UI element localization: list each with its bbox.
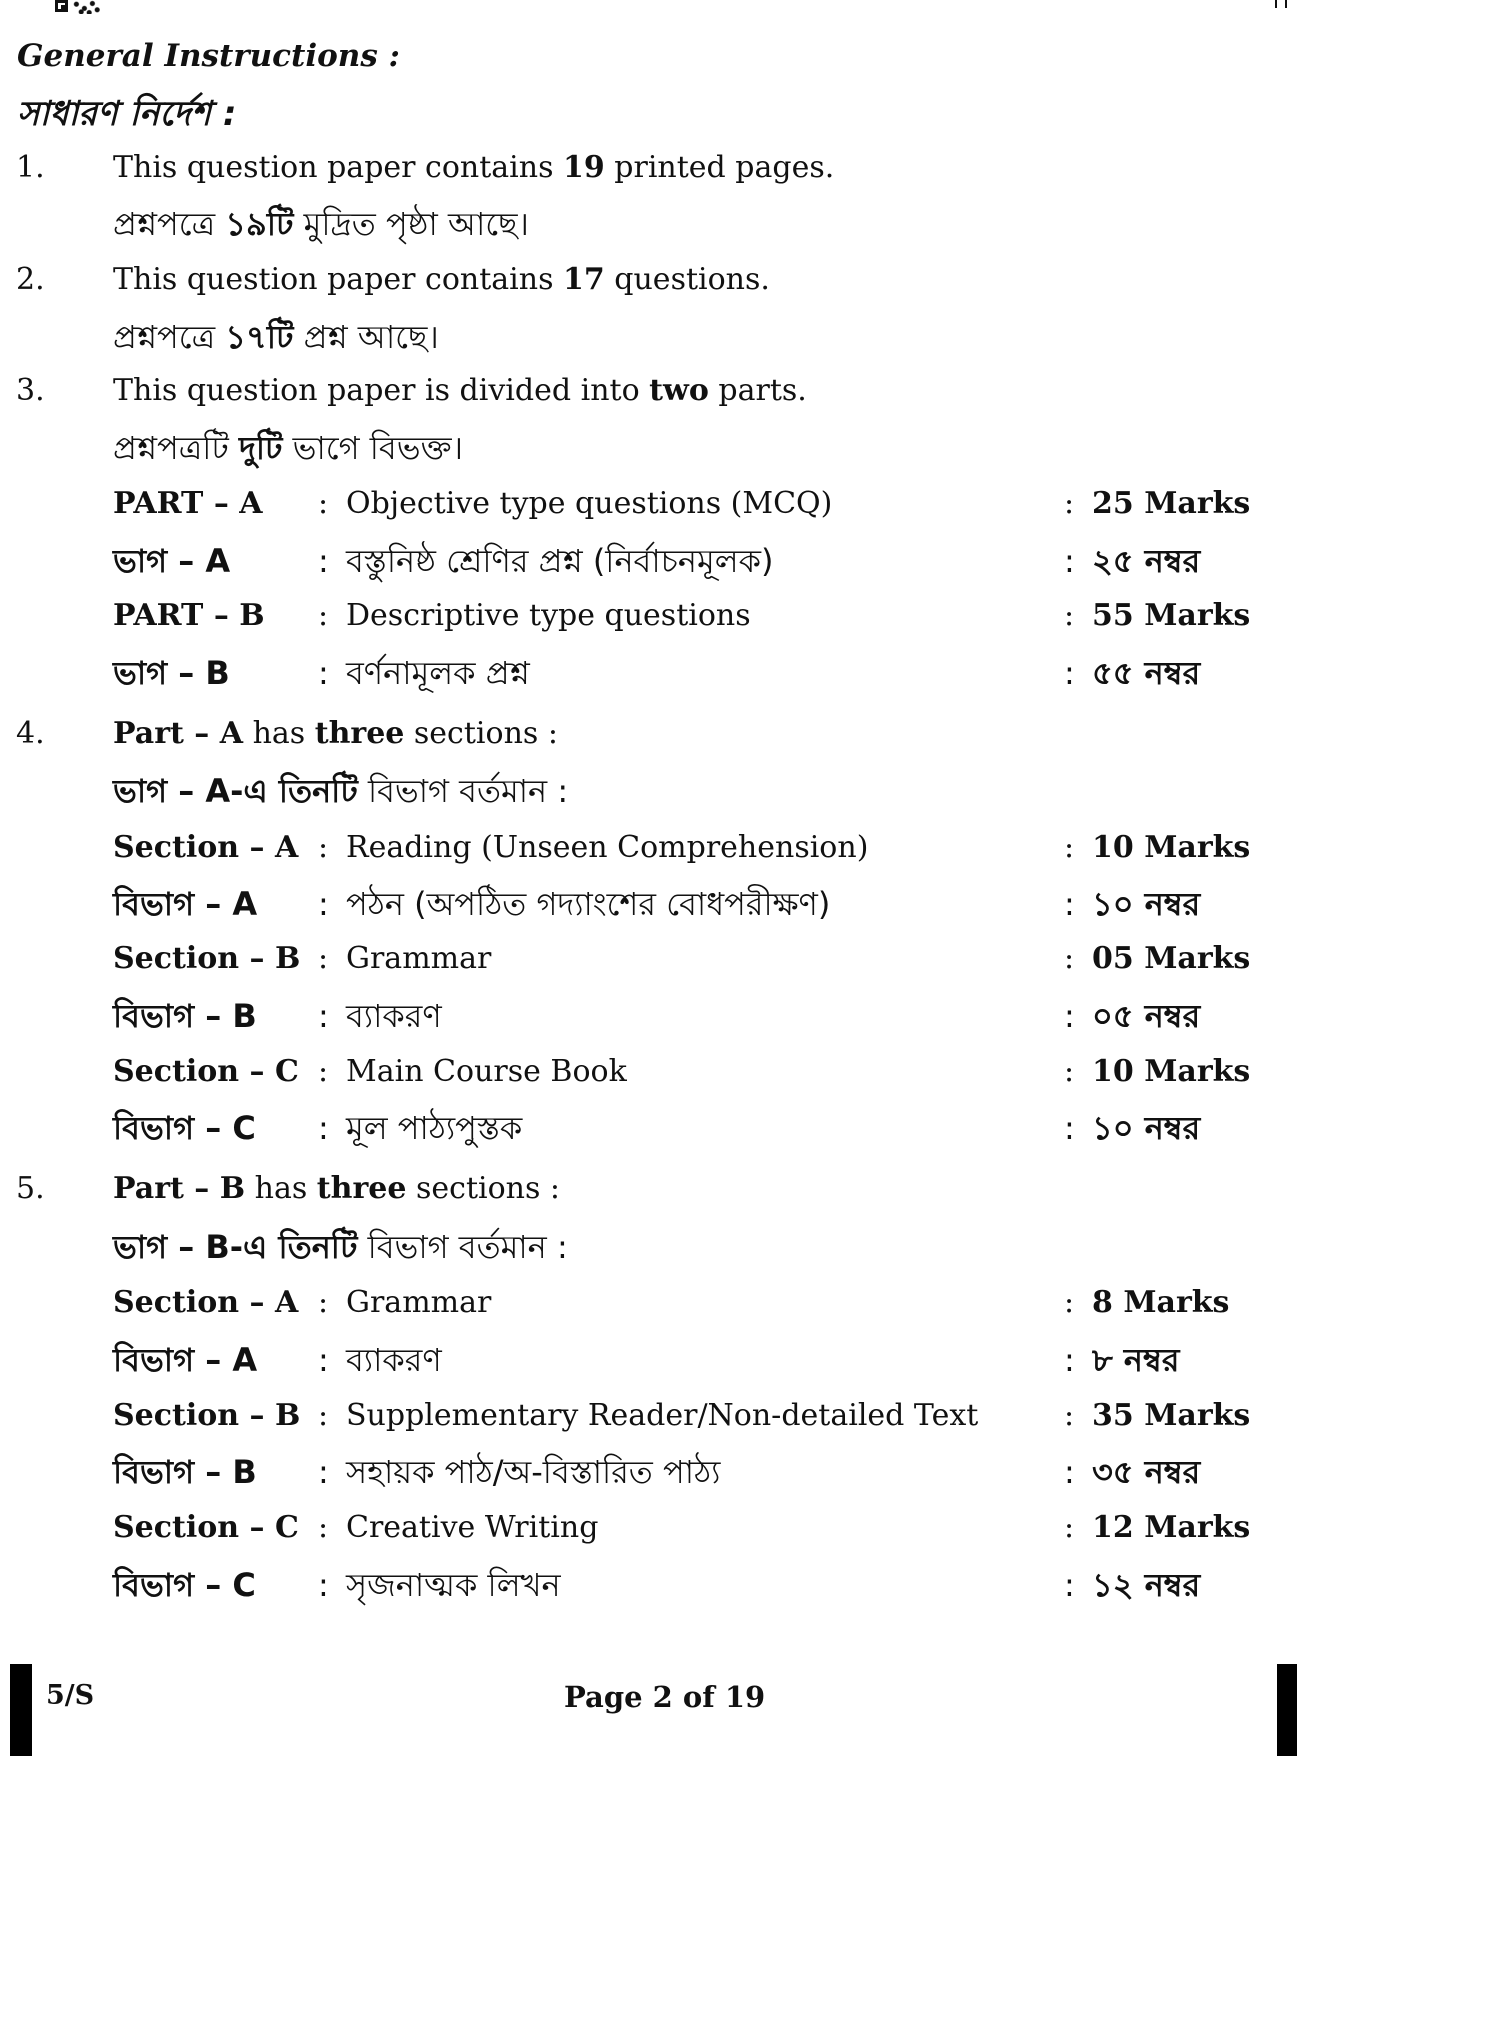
part-label: ভাগ – B xyxy=(113,654,230,692)
marks-value: ১২ নম্বর xyxy=(1092,1566,1201,1604)
section-description: ব্যাকরণ xyxy=(346,997,442,1035)
section-label: Section – A xyxy=(113,830,299,865)
part-label: ভাগ – A xyxy=(113,542,231,580)
section-label: বিভাগ – C xyxy=(113,1109,256,1147)
section-description: ব্যাকরণ xyxy=(346,1341,442,1379)
marks-value: 35 Marks xyxy=(1092,1398,1251,1433)
part-description: বর্ণনামূলক প্রশ্ন xyxy=(346,654,530,692)
marks-value: 12 Marks xyxy=(1092,1510,1251,1545)
section-description: Reading (Unseen Comprehension) xyxy=(346,830,869,865)
qr-finder-square xyxy=(55,0,68,12)
marks-value: 05 Marks xyxy=(1092,941,1251,976)
item-number: 3. xyxy=(16,373,45,408)
section-description: মূল পাঠ্যপুস্তক xyxy=(346,1109,523,1147)
section-label: বিভাগ – B xyxy=(113,997,257,1035)
section-title-english: General Instructions : xyxy=(17,38,401,74)
section-description: সৃজনাত্মক লিখন xyxy=(346,1566,561,1604)
footer-right-bar xyxy=(1277,1664,1297,1756)
section-description: Grammar xyxy=(346,1285,492,1320)
item-number: 5. xyxy=(16,1171,45,1206)
page-number: Page 2 of 19 xyxy=(564,1680,766,1714)
section-label: Section – C xyxy=(113,1510,299,1545)
marks-value: ৫৫ নম্বর xyxy=(1092,654,1201,692)
part-description: Descriptive type questions xyxy=(346,598,751,633)
item-number: 2. xyxy=(16,262,45,297)
section-label: Section – C xyxy=(113,1054,299,1089)
item-number: 1. xyxy=(16,150,45,185)
section-description: সহায়ক পাঠ/অ-বিস্তারিত পাঠ্য xyxy=(346,1453,721,1491)
section-title-bengali: সাধারণ নির্দেশ : xyxy=(17,94,237,134)
marks-value: 55 Marks xyxy=(1092,598,1251,633)
corner-registration-mark xyxy=(1275,0,1287,8)
marks-value: ১০ নম্বর xyxy=(1092,1109,1201,1147)
marks-value: 10 Marks xyxy=(1092,1054,1251,1089)
qr-code-icon xyxy=(55,0,105,16)
paper-code: 5/S xyxy=(46,1680,95,1711)
part-label: PART – B xyxy=(113,598,265,633)
marks-value: 10 Marks xyxy=(1092,830,1251,865)
section-description: Grammar xyxy=(346,941,492,976)
section-description: Supplementary Reader/Non-detailed Text xyxy=(346,1398,979,1433)
section-label: বিভাগ – C xyxy=(113,1566,256,1604)
marks-value: ২৫ নম্বর xyxy=(1092,542,1201,580)
marks-value: ১০ নম্বর xyxy=(1092,885,1201,923)
item-number: 4. xyxy=(16,716,45,751)
marks-value: ৩৫ নম্বর xyxy=(1092,1453,1201,1491)
footer-left-bar xyxy=(10,1664,32,1756)
section-label: বিভাগ – B xyxy=(113,1453,257,1491)
part-description: Objective type questions (MCQ) xyxy=(346,486,833,521)
part-label: PART – A xyxy=(113,486,263,521)
part-description: বস্তুনিষ্ঠ শ্রেণির প্রশ্ন (নির্বাচনমূলক) xyxy=(346,542,774,580)
section-label: Section – B xyxy=(113,941,301,976)
section-label: বিভাগ – A xyxy=(113,885,258,923)
section-description: Creative Writing xyxy=(346,1510,599,1545)
marks-value: 25 Marks xyxy=(1092,486,1251,521)
marks-value: ৮ নম্বর xyxy=(1092,1341,1180,1379)
qr-modules xyxy=(70,0,102,14)
section-description: পঠন (অপঠিত গদ্যাংশের বোধপরীক্ষণ) xyxy=(346,885,831,923)
section-label: বিভাগ – A xyxy=(113,1341,258,1379)
section-label: Section – B xyxy=(113,1398,301,1433)
section-label: Section – A xyxy=(113,1285,299,1320)
marks-value: ০৫ নম্বর xyxy=(1092,997,1201,1035)
section-description: Main Course Book xyxy=(346,1054,627,1089)
marks-value: 8 Marks xyxy=(1092,1285,1230,1320)
